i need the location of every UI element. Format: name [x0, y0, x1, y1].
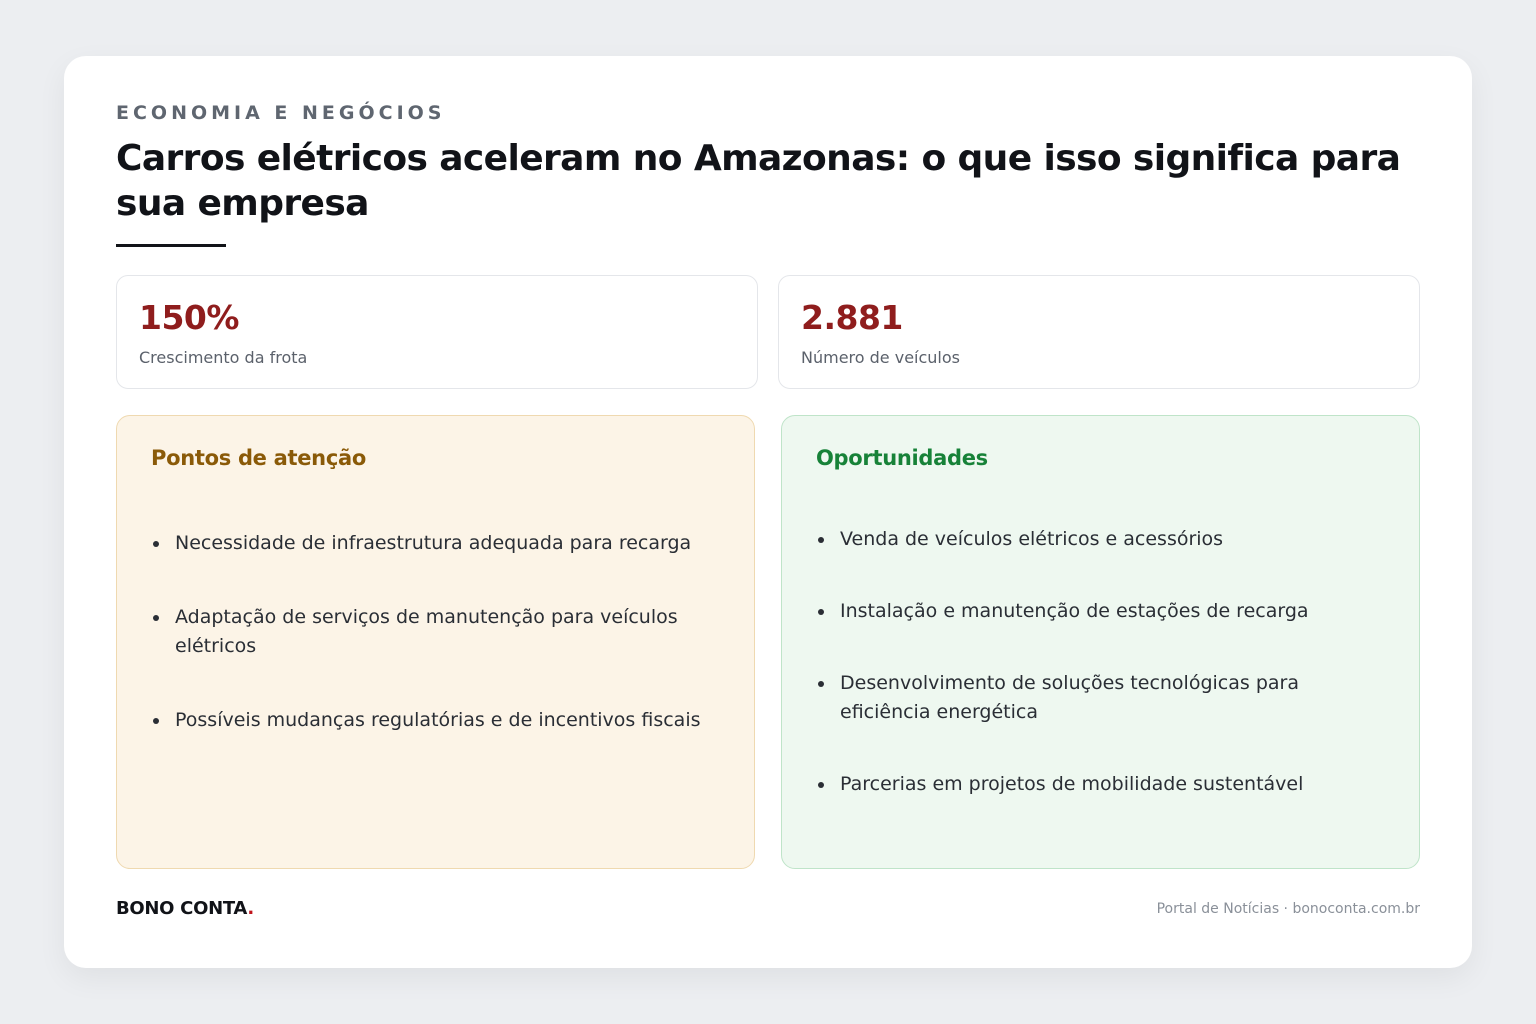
opportunities-panel — [781, 415, 1420, 869]
opportunities-title: Oportunidades — [816, 446, 988, 470]
list-item — [816, 597, 1386, 626]
category-label: ECONOMIA E NEGÓCIOS — [116, 102, 446, 124]
footer-source: Portal de Notícias · bonoconta.com.br — [1156, 901, 1420, 917]
list-item-text: Necessidade de infraestrutura adequada para recarga — [175, 532, 692, 554]
opportunities-list — [816, 525, 1386, 842]
attention-list — [151, 529, 721, 780]
bullet-icon — [818, 609, 824, 615]
list-item — [151, 529, 721, 558]
list-item-text: Instalação e manutenção de estações de recarga — [840, 600, 1309, 622]
bullet-icon — [818, 681, 824, 687]
bullet-icon — [153, 718, 159, 724]
bullet-icon — [153, 541, 159, 547]
list-item — [816, 525, 1386, 554]
stat-value: 2.881 — [801, 298, 903, 337]
attention-title: Pontos de atenção — [151, 446, 366, 470]
list-item-text: Desenvolvimento de soluções tecnológicas para eficiência energética — [840, 672, 1299, 723]
article-card — [64, 56, 1472, 968]
list-item — [151, 603, 721, 661]
brand-logo — [116, 898, 254, 919]
article-title: Carros elétricos aceleram no Amazonas: o que isso significa para sua empresa — [116, 138, 1401, 224]
title-underline — [116, 244, 226, 247]
stat-value: 150% — [139, 298, 239, 337]
stat-card-vehicle-count — [778, 275, 1420, 389]
bullet-icon — [818, 537, 824, 543]
list-item — [816, 770, 1386, 799]
list-item — [151, 706, 721, 735]
list-item — [816, 669, 1386, 727]
stat-card-fleet-growth — [116, 275, 758, 389]
brand-dot: . — [247, 898, 254, 919]
list-item-text: Venda de veículos elétricos e acessórios — [840, 528, 1224, 550]
list-item-text: Adaptação de serviços de manutenção para veículos elétricos — [175, 606, 678, 657]
bullet-icon — [153, 615, 159, 621]
stat-label: Número de veículos — [801, 348, 960, 367]
list-item-text: Possíveis mudanças regulatórias e de incentivos fiscais — [175, 709, 701, 731]
brand-name: BONO CONTA — [116, 898, 248, 919]
attention-panel — [116, 415, 755, 869]
list-item-text: Parcerias em projetos de mobilidade sustentável — [840, 773, 1304, 795]
bullet-icon — [818, 782, 824, 788]
stat-label: Crescimento da frota — [139, 348, 308, 367]
